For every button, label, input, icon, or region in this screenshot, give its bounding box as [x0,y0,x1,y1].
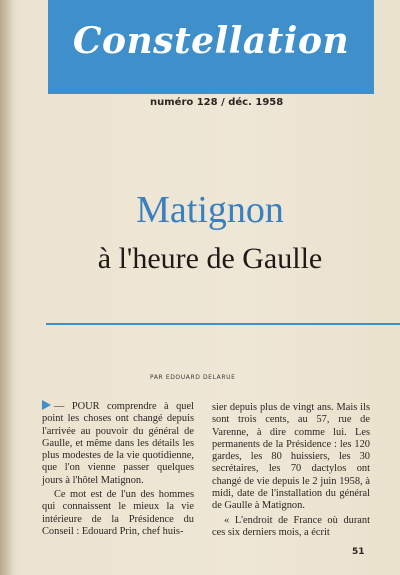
arrow-icon [42,400,51,410]
paragraph [42,400,194,487]
magazine-title: Constellation [72,20,350,62]
article-byline: PAR EDOUARD DELARUE [150,374,236,381]
article-headline: Matignon [136,189,284,231]
article-column-right [212,402,370,541]
page-number: 51 [352,547,365,557]
paragraph: sier depuis plus de vingt ans. Mais ils sont trois cents, au 57, rue de Varenne, à dire comme lui. Les permanents de la Présidence : les 120 gardes, les 80 huissiers, les 30 secrétaires, les 70 dactylos ont changé de vie depuis le 2 juin 1958, à midi, date de l'installation du général de Gaulle à Matignon. [212,402,370,512]
section-rule [46,323,400,325]
masthead-banner [48,0,374,94]
spine-shadow [0,0,14,575]
article-subhead: à l'heure de Gaulle [97,242,323,275]
paragraph: Ce mot est de l'un des hommes qui connaissent le mieux la vie intérieure de la Présidence du Conseil : Edouard Prin, chef huis- [42,489,194,537]
paragraph: « L'endroit de France où durant ces six derniers mois, a écrit [212,514,370,538]
article-column-left [42,400,194,540]
issue-line: numéro 128 / déc. 1958 [150,97,284,108]
lead-marker: — [54,401,65,412]
paragraph-text: POUR comprendre à quel point les choses ont changé depuis l'arrivée au pouvoir du général de Gaulle, et même dans les détails les plus modestes de la vie quotidienne, que l'on vienne passer quelques jours à l'hôtel Matignon. [42,401,194,486]
